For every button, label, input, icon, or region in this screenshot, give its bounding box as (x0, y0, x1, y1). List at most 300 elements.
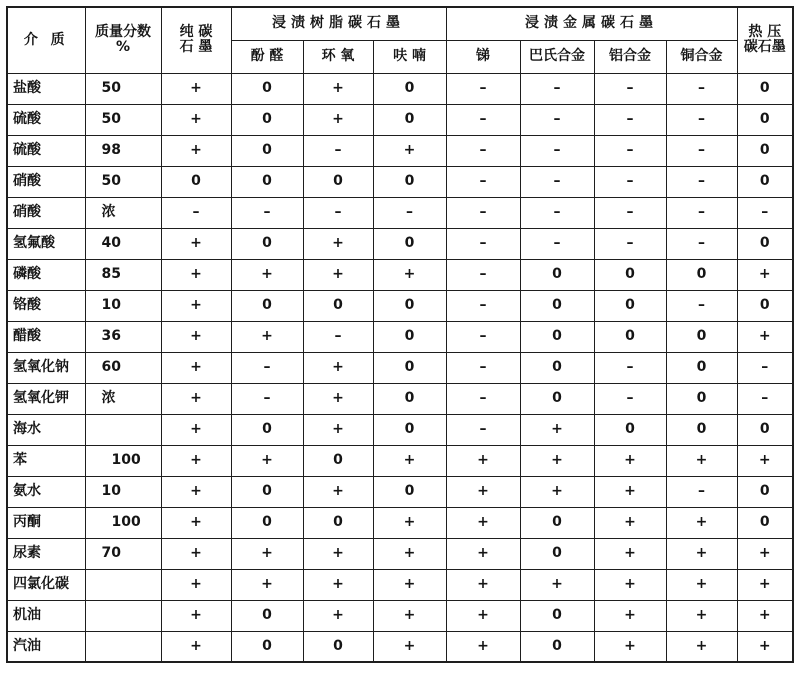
cell-pure-carbon (161, 321, 231, 352)
cell-medium: 丙酮 (7, 507, 85, 538)
resistance-mark: 0 (625, 296, 635, 313)
header-mass-fraction-label: 质量分数 (95, 23, 151, 40)
cell-copper-alloy (666, 569, 737, 600)
cell-babbitt (520, 321, 594, 352)
header-phenolic: 酚 醛 (231, 40, 303, 73)
cell-copper-alloy (666, 476, 737, 507)
resistance-mark: 0 (552, 327, 562, 344)
cell-phenolic (231, 197, 303, 228)
resistance-mark: – (479, 203, 487, 220)
resistance-mark: + (332, 420, 344, 437)
resistance-mark: – (479, 327, 487, 344)
cell-phenolic (231, 321, 303, 352)
cell-hot-pressed (737, 228, 793, 259)
resistance-mark: + (403, 141, 416, 158)
resistance-mark: 0 (759, 420, 770, 437)
resistance-mark: + (695, 544, 708, 561)
cell-aluminum-alloy (594, 600, 666, 631)
resistance-mark: + (695, 513, 708, 530)
resistance-mark: – (698, 482, 706, 499)
cell-antimony (446, 631, 520, 662)
cell-aluminum-alloy (594, 290, 666, 321)
resistance-mark: + (624, 606, 636, 623)
cell-phenolic (231, 383, 303, 414)
header-metal-group-label: 浸渍金属碳石墨 (525, 15, 659, 32)
header-resin-impregnated-group (231, 7, 446, 40)
resistance-mark: 0 (625, 420, 635, 437)
table-row (7, 197, 793, 228)
cell-epoxy (303, 538, 373, 569)
resistance-mark: – (626, 79, 634, 96)
resistance-mark: – (626, 358, 634, 375)
cell-mass-fraction: 浓 (85, 383, 161, 414)
cell-aluminum-alloy (594, 445, 666, 476)
resistance-mark: 0 (404, 110, 415, 127)
resistance-mark: + (624, 637, 636, 654)
cell-hot-pressed (737, 631, 793, 662)
resistance-mark: + (477, 451, 489, 468)
cell-copper-alloy (666, 228, 737, 259)
cell-phenolic (231, 73, 303, 104)
cell-phenolic (231, 569, 303, 600)
cell-copper-alloy (666, 290, 737, 321)
resistance-mark: – (479, 234, 487, 251)
cell-copper-alloy (666, 414, 737, 445)
cell-phenolic (231, 538, 303, 569)
cell-furan (373, 259, 446, 290)
header-medium (7, 7, 85, 73)
resistance-mark: + (758, 265, 771, 282)
resistance-mark: + (332, 544, 344, 561)
resistance-mark: – (479, 358, 487, 375)
cell-medium: 苯 (7, 445, 85, 476)
cell-pure-carbon (161, 73, 231, 104)
resistance-mark: – (479, 172, 487, 189)
cell-furan (373, 383, 446, 414)
cell-epoxy (303, 445, 373, 476)
cell-mass-fraction (85, 600, 161, 631)
table-row (7, 538, 793, 569)
cell-hot-pressed (737, 73, 793, 104)
resistance-mark: + (190, 513, 202, 530)
cell-epoxy (303, 569, 373, 600)
resistance-mark: – (626, 234, 634, 251)
cell-epoxy (303, 631, 373, 662)
cell-phenolic (231, 507, 303, 538)
resistance-mark: + (695, 575, 708, 592)
resistance-mark: – (761, 203, 769, 220)
cell-mass-fraction: 50 (85, 73, 161, 104)
resistance-mark: + (403, 451, 416, 468)
resistance-mark: – (626, 110, 634, 127)
resistance-mark: + (332, 575, 344, 592)
cell-aluminum-alloy (594, 569, 666, 600)
resistance-mark: + (624, 575, 636, 592)
cell-copper-alloy (666, 383, 737, 414)
cell-antimony (446, 476, 520, 507)
cell-phenolic (231, 135, 303, 166)
resistance-mark: – (479, 141, 487, 158)
cell-copper-alloy (666, 538, 737, 569)
resistance-mark: + (190, 606, 202, 623)
resistance-mark: 0 (552, 265, 562, 282)
cell-antimony (446, 259, 520, 290)
cell-antimony (446, 197, 520, 228)
resistance-mark: + (332, 482, 344, 499)
resistance-mark: 0 (759, 513, 770, 530)
header-hot-press-line2: 碳石墨 (743, 39, 786, 56)
cell-phenolic (231, 414, 303, 445)
cell-hot-pressed (737, 352, 793, 383)
cell-pure-carbon (161, 104, 231, 135)
table-row (7, 352, 793, 383)
resistance-mark: 0 (404, 420, 415, 437)
header-babbitt-alloy: 巴氏合金 (520, 40, 594, 73)
resistance-mark: – (479, 79, 487, 96)
resistance-mark: 0 (552, 389, 562, 406)
cell-hot-pressed (737, 569, 793, 600)
resistance-mark: + (624, 513, 636, 530)
cell-mass-fraction: 85 (85, 259, 161, 290)
cell-medium: 醋酸 (7, 321, 85, 352)
resistance-mark: 0 (333, 172, 343, 189)
corrosion-resistance-table-sheet (6, 6, 792, 654)
cell-furan (373, 135, 446, 166)
cell-hot-pressed (737, 259, 793, 290)
resistance-mark: – (698, 110, 706, 127)
cell-antimony (446, 538, 520, 569)
cell-aluminum-alloy (594, 166, 666, 197)
resistance-mark: + (261, 575, 273, 592)
cell-mass-fraction (85, 569, 161, 600)
cell-epoxy (303, 476, 373, 507)
table-row (7, 104, 793, 135)
resistance-mark: + (190, 327, 202, 344)
cell-babbitt (520, 600, 594, 631)
resistance-mark: + (695, 637, 708, 654)
cell-medium: 汽油 (7, 631, 85, 662)
cell-phenolic (231, 228, 303, 259)
header-epoxy: 环 氧 (303, 40, 373, 73)
resistance-mark: + (477, 544, 489, 561)
table-row (7, 290, 793, 321)
resistance-mark: 0 (404, 172, 415, 189)
resistance-mark: + (261, 327, 273, 344)
resistance-mark: – (192, 203, 200, 220)
cell-furan (373, 321, 446, 352)
resistance-mark: 0 (759, 234, 770, 251)
cell-pure-carbon (161, 445, 231, 476)
resistance-mark: 0 (262, 172, 272, 189)
cell-aluminum-alloy (594, 73, 666, 104)
resistance-mark: + (403, 606, 416, 623)
cell-phenolic (231, 600, 303, 631)
resistance-mark: 0 (262, 141, 272, 158)
resistance-mark: – (698, 203, 706, 220)
cell-hot-pressed (737, 507, 793, 538)
resistance-mark: – (479, 296, 487, 313)
cell-epoxy (303, 507, 373, 538)
resistance-mark: 0 (404, 358, 415, 375)
cell-medium: 硝酸 (7, 197, 85, 228)
resistance-mark: + (332, 79, 344, 96)
resistance-mark: 0 (759, 172, 770, 189)
resistance-mark: + (332, 234, 344, 251)
cell-furan (373, 166, 446, 197)
cell-pure-carbon (161, 569, 231, 600)
cell-pure-carbon (161, 631, 231, 662)
cell-babbitt (520, 166, 594, 197)
cell-medium: 硫酸 (7, 104, 85, 135)
table-row (7, 414, 793, 445)
cell-furan (373, 414, 446, 445)
cell-pure-carbon (161, 166, 231, 197)
resistance-mark: 0 (696, 420, 707, 437)
cell-pure-carbon (161, 538, 231, 569)
cell-medium: 氢氧化钾 (7, 383, 85, 414)
resistance-mark: 0 (262, 482, 272, 499)
resistance-mark: – (263, 203, 271, 220)
resistance-mark: – (553, 203, 561, 220)
cell-epoxy (303, 166, 373, 197)
cell-mass-fraction: 50 (85, 104, 161, 135)
resistance-mark: + (477, 637, 489, 654)
resistance-mark: – (553, 79, 561, 96)
resistance-mark: – (626, 203, 634, 220)
resistance-mark: 0 (333, 513, 343, 530)
resistance-mark: + (624, 544, 636, 561)
resistance-mark: + (190, 234, 202, 251)
cell-copper-alloy (666, 73, 737, 104)
header-mass-fraction (85, 7, 161, 73)
resistance-mark: + (332, 606, 344, 623)
cell-antimony (446, 445, 520, 476)
resistance-mark: – (761, 358, 769, 375)
cell-epoxy (303, 73, 373, 104)
resistance-mark: – (626, 389, 634, 406)
cell-hot-pressed (737, 538, 793, 569)
resistance-mark: – (698, 141, 706, 158)
resistance-mark: + (332, 358, 344, 375)
resistance-mark: – (553, 110, 561, 127)
cell-antimony (446, 166, 520, 197)
resistance-mark: 0 (625, 265, 635, 282)
cell-hot-pressed (737, 166, 793, 197)
cell-medium: 尿素 (7, 538, 85, 569)
resistance-mark: 0 (759, 482, 770, 499)
cell-medium: 机油 (7, 600, 85, 631)
cell-furan (373, 290, 446, 321)
resistance-mark: 0 (333, 451, 343, 468)
cell-epoxy (303, 352, 373, 383)
cell-furan (373, 538, 446, 569)
cell-pure-carbon (161, 600, 231, 631)
resistance-mark: + (190, 637, 202, 654)
table-row (7, 445, 793, 476)
resistance-mark: 0 (552, 513, 562, 530)
cell-aluminum-alloy (594, 197, 666, 228)
resistance-mark: + (190, 79, 202, 96)
cell-aluminum-alloy (594, 507, 666, 538)
resistance-mark: + (758, 575, 771, 592)
cell-babbitt (520, 631, 594, 662)
resistance-mark: 0 (696, 265, 707, 282)
resistance-mark: + (551, 482, 563, 499)
resistance-mark: + (403, 544, 416, 561)
resistance-mark: + (758, 327, 771, 344)
cell-aluminum-alloy (594, 538, 666, 569)
cell-pure-carbon (161, 197, 231, 228)
cell-aluminum-alloy (594, 476, 666, 507)
resistance-mark: + (190, 358, 202, 375)
table-row (7, 135, 793, 166)
cell-epoxy (303, 600, 373, 631)
resistance-mark: – (553, 172, 561, 189)
resistance-mark: + (403, 513, 416, 530)
cell-hot-pressed (737, 197, 793, 228)
cell-babbitt (520, 135, 594, 166)
cell-antimony (446, 383, 520, 414)
cell-copper-alloy (666, 631, 737, 662)
cell-medium: 氨水 (7, 476, 85, 507)
resistance-mark: + (551, 420, 563, 437)
cell-aluminum-alloy (594, 383, 666, 414)
resistance-mark: 0 (262, 110, 272, 127)
cell-phenolic (231, 290, 303, 321)
resistance-mark: 0 (625, 327, 635, 344)
resistance-mark: + (190, 482, 202, 499)
resistance-mark: + (332, 389, 344, 406)
cell-aluminum-alloy (594, 259, 666, 290)
table-row (7, 259, 793, 290)
cell-antimony (446, 352, 520, 383)
resistance-mark: + (758, 637, 771, 654)
resistance-mark: – (553, 141, 561, 158)
resistance-mark: – (626, 141, 634, 158)
resistance-mark: + (190, 544, 202, 561)
header-pure-carbon-graphite (161, 7, 231, 73)
resistance-mark: 0 (191, 172, 201, 189)
cell-mass-fraction: 50 (85, 166, 161, 197)
cell-phenolic (231, 352, 303, 383)
corrosion-resistance-table (6, 6, 794, 663)
cell-medium: 铬酸 (7, 290, 85, 321)
resistance-mark: 0 (759, 110, 770, 127)
table-row (7, 73, 793, 104)
cell-copper-alloy (666, 352, 737, 383)
resistance-mark: – (553, 234, 561, 251)
resistance-mark: + (261, 265, 273, 282)
cell-furan (373, 507, 446, 538)
resistance-mark: + (551, 451, 563, 468)
resistance-mark: – (479, 420, 487, 437)
resistance-mark: + (624, 482, 636, 499)
resistance-mark: + (758, 544, 771, 561)
cell-babbitt (520, 197, 594, 228)
resistance-mark: – (698, 172, 706, 189)
resistance-mark: + (758, 451, 771, 468)
header-pure-carbon-line2: 石 墨 (179, 39, 213, 56)
cell-epoxy (303, 290, 373, 321)
resistance-mark: – (479, 110, 487, 127)
resistance-mark: + (190, 420, 202, 437)
cell-mass-fraction: 36 (85, 321, 161, 352)
resistance-mark: – (698, 79, 706, 96)
resistance-mark: – (263, 358, 271, 375)
cell-babbitt (520, 290, 594, 321)
cell-mass-fraction: 98 (85, 135, 161, 166)
header-mass-fraction-unit: % (115, 39, 131, 56)
resistance-mark: 0 (262, 296, 272, 313)
resistance-mark: 0 (404, 79, 415, 96)
cell-antimony (446, 104, 520, 135)
table-row (7, 228, 793, 259)
resistance-mark: + (695, 606, 708, 623)
resistance-mark: + (190, 110, 202, 127)
cell-medium: 氢氟酸 (7, 228, 85, 259)
cell-mass-fraction: 10 (85, 476, 161, 507)
resistance-mark: + (403, 575, 416, 592)
cell-aluminum-alloy (594, 352, 666, 383)
cell-mass-fraction: 70 (85, 538, 161, 569)
cell-epoxy (303, 228, 373, 259)
cell-copper-alloy (666, 259, 737, 290)
resistance-mark: 0 (696, 327, 707, 344)
cell-mass-fraction: 10 (85, 290, 161, 321)
resistance-mark: + (624, 451, 636, 468)
cell-mass-fraction (85, 631, 161, 662)
header-resin-group-label: 浸渍树脂碳石墨 (272, 15, 406, 32)
cell-epoxy (303, 259, 373, 290)
resistance-mark: + (403, 265, 416, 282)
cell-babbitt (520, 445, 594, 476)
cell-copper-alloy (666, 600, 737, 631)
table-row (7, 507, 793, 538)
resistance-mark: – (334, 327, 342, 344)
resistance-mark: + (332, 265, 344, 282)
resistance-mark: + (190, 575, 202, 592)
cell-epoxy (303, 321, 373, 352)
cell-babbitt (520, 73, 594, 104)
header-aluminum-alloy: 铝合金 (594, 40, 666, 73)
resistance-mark: + (403, 637, 416, 654)
resistance-mark: 0 (333, 296, 343, 313)
cell-antimony (446, 414, 520, 445)
table-row (7, 600, 793, 631)
resistance-mark: 0 (404, 296, 415, 313)
resistance-mark: + (190, 451, 202, 468)
resistance-mark: – (406, 203, 414, 220)
cell-phenolic (231, 445, 303, 476)
header-pure-carbon-line1: 纯 碳 (179, 23, 213, 40)
resistance-mark: + (190, 141, 202, 158)
cell-babbitt (520, 569, 594, 600)
cell-babbitt (520, 104, 594, 135)
header-hot-pressed-carbon-graphite (737, 7, 793, 73)
cell-mass-fraction: 60 (85, 352, 161, 383)
cell-babbitt (520, 476, 594, 507)
resistance-mark: – (698, 234, 706, 251)
resistance-mark: 0 (262, 513, 272, 530)
resistance-mark: + (477, 513, 489, 530)
cell-hot-pressed (737, 476, 793, 507)
resistance-mark: – (334, 203, 342, 220)
cell-babbitt (520, 228, 594, 259)
cell-aluminum-alloy (594, 321, 666, 352)
resistance-mark: 0 (262, 420, 272, 437)
cell-antimony (446, 569, 520, 600)
cell-epoxy (303, 104, 373, 135)
